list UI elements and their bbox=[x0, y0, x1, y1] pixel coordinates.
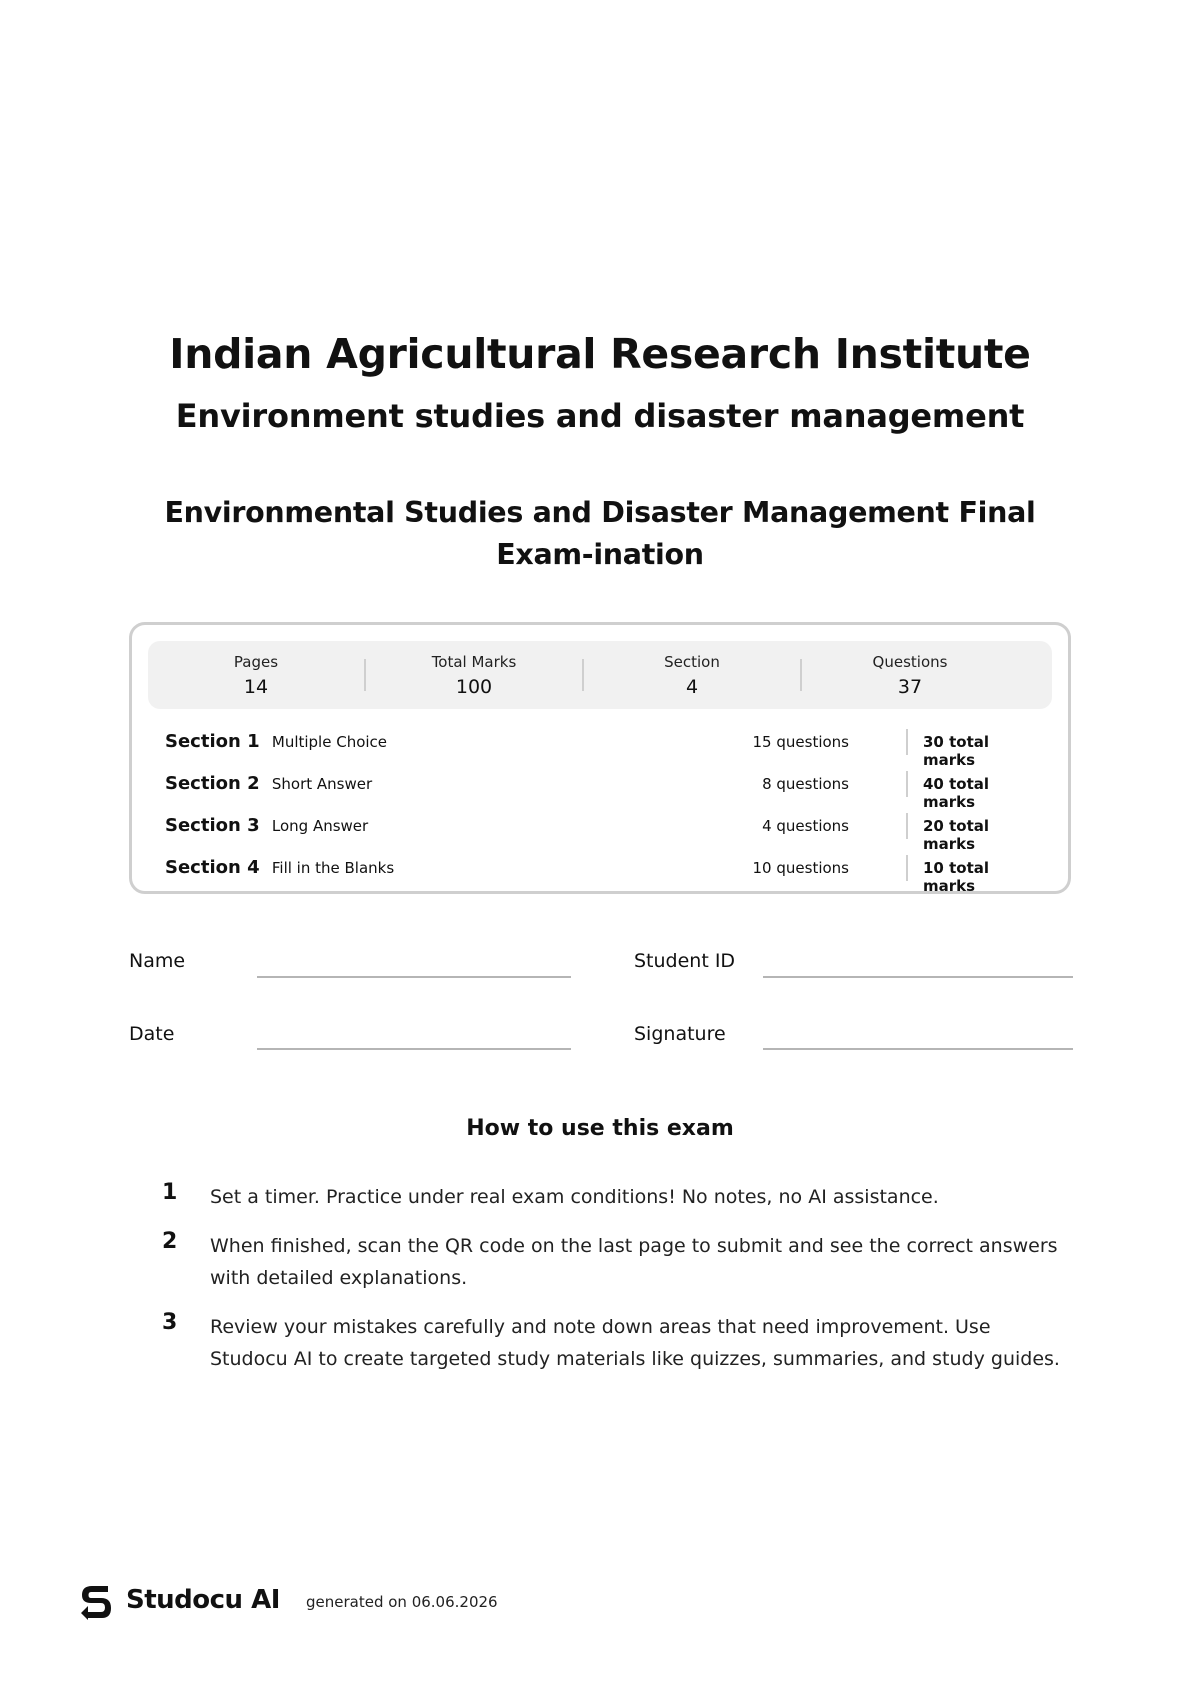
student-id-field[interactable] bbox=[763, 976, 1073, 978]
studocu-logo-icon bbox=[78, 1582, 114, 1622]
exam-summary-card bbox=[129, 622, 1071, 894]
step-number: 2 bbox=[162, 1229, 178, 1254]
exam-title: Environmental Studies and Disaster Management Final Exam-ination bbox=[164, 496, 1036, 571]
name-label: Name bbox=[129, 950, 186, 972]
stat-value: 4 bbox=[685, 676, 699, 698]
brand-name: Studocu AI bbox=[126, 1585, 280, 1615]
signature-field[interactable] bbox=[763, 1048, 1073, 1050]
date-field[interactable] bbox=[257, 1048, 571, 1050]
section-questions: 4 questions bbox=[762, 817, 849, 835]
section-type: Fill in the Blanks bbox=[271, 859, 395, 877]
stats-bar bbox=[148, 641, 1052, 709]
section-type: Multiple Choice bbox=[271, 733, 388, 751]
section-row-3 bbox=[165, 811, 1039, 853]
section-divider bbox=[906, 729, 908, 755]
howto-title: How to use this exam bbox=[466, 1116, 734, 1141]
stat-pages bbox=[148, 641, 364, 709]
stat-questions bbox=[802, 641, 1018, 709]
section-questions: 10 questions bbox=[752, 859, 849, 877]
stat-value: 37 bbox=[897, 676, 923, 698]
section-name: Section 1 bbox=[165, 731, 260, 752]
stat-label: Section bbox=[664, 653, 720, 671]
section-divider bbox=[906, 813, 908, 839]
stat-section bbox=[584, 641, 800, 709]
stat-label: Total Marks bbox=[431, 653, 517, 671]
step-number: 1 bbox=[162, 1180, 178, 1205]
student-id-label: Student ID bbox=[634, 950, 736, 972]
signature-label: Signature bbox=[634, 1023, 726, 1045]
institute-name: Indian Agricultural Research Institute bbox=[169, 330, 1031, 378]
section-marks: 10 total marks bbox=[923, 859, 990, 895]
section-divider bbox=[906, 855, 908, 881]
section-name: Section 3 bbox=[165, 815, 260, 836]
section-row-4 bbox=[165, 853, 1039, 895]
stat-total-marks bbox=[366, 641, 582, 709]
step-text: Set a timer. Practice under real exam conditions! No notes, no AI assistance. bbox=[210, 1186, 939, 1208]
step-text: When finished, scan the QR code on the last page to submit and see the correct answers with detailed explanations. bbox=[210, 1235, 1058, 1289]
stat-label: Pages bbox=[233, 653, 279, 671]
section-type: Short Answer bbox=[271, 775, 373, 793]
generated-date: generated on 06.06.2026 bbox=[306, 1593, 498, 1611]
section-name: Section 4 bbox=[165, 857, 260, 878]
step-text: Review your mistakes carefully and note down areas that need improvement. Use Studocu AI to create targeted study materials like quizzes, summaries, and study guides. bbox=[210, 1316, 1060, 1370]
section-type: Long Answer bbox=[271, 817, 369, 835]
section-marks: 40 total marks bbox=[923, 775, 990, 811]
stat-value: 14 bbox=[243, 676, 269, 698]
section-row-1 bbox=[165, 727, 1039, 769]
section-marks: 20 total marks bbox=[923, 817, 990, 853]
stat-label: Questions bbox=[872, 653, 948, 671]
section-name: Section 2 bbox=[165, 773, 260, 794]
name-field[interactable] bbox=[257, 976, 571, 978]
course-name: Environment studies and disaster management bbox=[175, 397, 1025, 435]
section-row-2 bbox=[165, 769, 1039, 811]
stat-value: 100 bbox=[455, 676, 493, 698]
date-label: Date bbox=[129, 1023, 175, 1045]
section-divider bbox=[906, 771, 908, 797]
section-marks: 30 total marks bbox=[923, 733, 990, 769]
step-number: 3 bbox=[162, 1310, 178, 1335]
section-questions: 8 questions bbox=[762, 775, 849, 793]
section-questions: 15 questions bbox=[752, 733, 849, 751]
